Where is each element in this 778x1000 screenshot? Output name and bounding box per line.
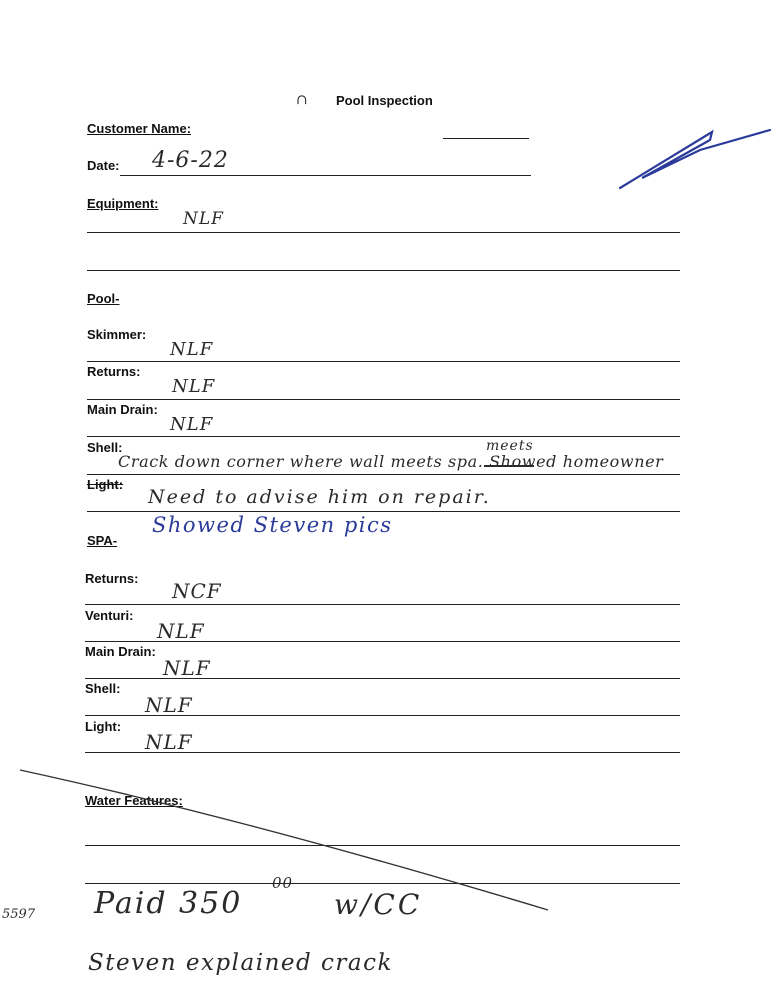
customer-name-label: Customer Name: xyxy=(87,121,192,136)
pool-main-drain-value: NLF xyxy=(170,414,214,435)
form-title: Pool Inspection xyxy=(336,93,433,108)
spa-shell-label: Shell: xyxy=(85,681,121,696)
shell-note-line-1: Crack down corner where wall meets spa. Showed homeowner xyxy=(118,452,664,471)
paid-amount: Paid 350 xyxy=(94,886,243,921)
spa-main-drain-value: NLF xyxy=(163,656,211,680)
equipment-value: NLF xyxy=(183,209,224,229)
spa-light-value: NLF xyxy=(145,730,193,754)
spa-venturi-label: Venturi: xyxy=(85,608,134,623)
scribble-mark xyxy=(620,130,770,188)
pool-main-drain-label: Main Drain: xyxy=(87,402,158,417)
pool-shell-label: Shell: xyxy=(87,440,123,455)
water-features-label: Water Features: xyxy=(85,793,183,808)
diagonal-line xyxy=(20,770,548,910)
spa-light-label: Light: xyxy=(85,719,122,734)
spa-section-label: SPA- xyxy=(87,533,118,548)
spa-shell-value: NLF xyxy=(145,693,193,717)
shell-note-insert: meets xyxy=(486,438,534,454)
spa-returns-label: Returns: xyxy=(85,571,139,586)
pool-section-label: Pool- xyxy=(87,291,120,306)
date-value: 4-6-22 xyxy=(152,148,229,173)
spa-main-drain-label: Main Drain: xyxy=(85,644,156,659)
pool-light-label: Light: xyxy=(87,477,124,492)
pool-returns-value: NLF xyxy=(172,376,216,397)
pool-skimmer-label: Skimmer: xyxy=(87,327,147,342)
shell-note-line-3: Showed Steven pics xyxy=(152,513,393,537)
closing-note: Steven explained crack xyxy=(88,950,393,976)
paid-method: w/CC xyxy=(334,888,423,921)
equipment-label: Equipment: xyxy=(87,196,159,211)
date-label: Date: xyxy=(87,158,120,173)
spa-returns-value: NCF xyxy=(172,579,222,603)
stray-mark: ∩ xyxy=(296,92,309,108)
paid-cents: 00 xyxy=(272,874,294,892)
pool-returns-label: Returns: xyxy=(87,364,141,379)
pool-skimmer-value: NLF xyxy=(170,339,214,360)
spa-venturi-value: NLF xyxy=(157,619,205,643)
margin-note: 5597 xyxy=(2,907,36,922)
shell-note-line-2: Need to advise him on repair. xyxy=(148,486,491,508)
